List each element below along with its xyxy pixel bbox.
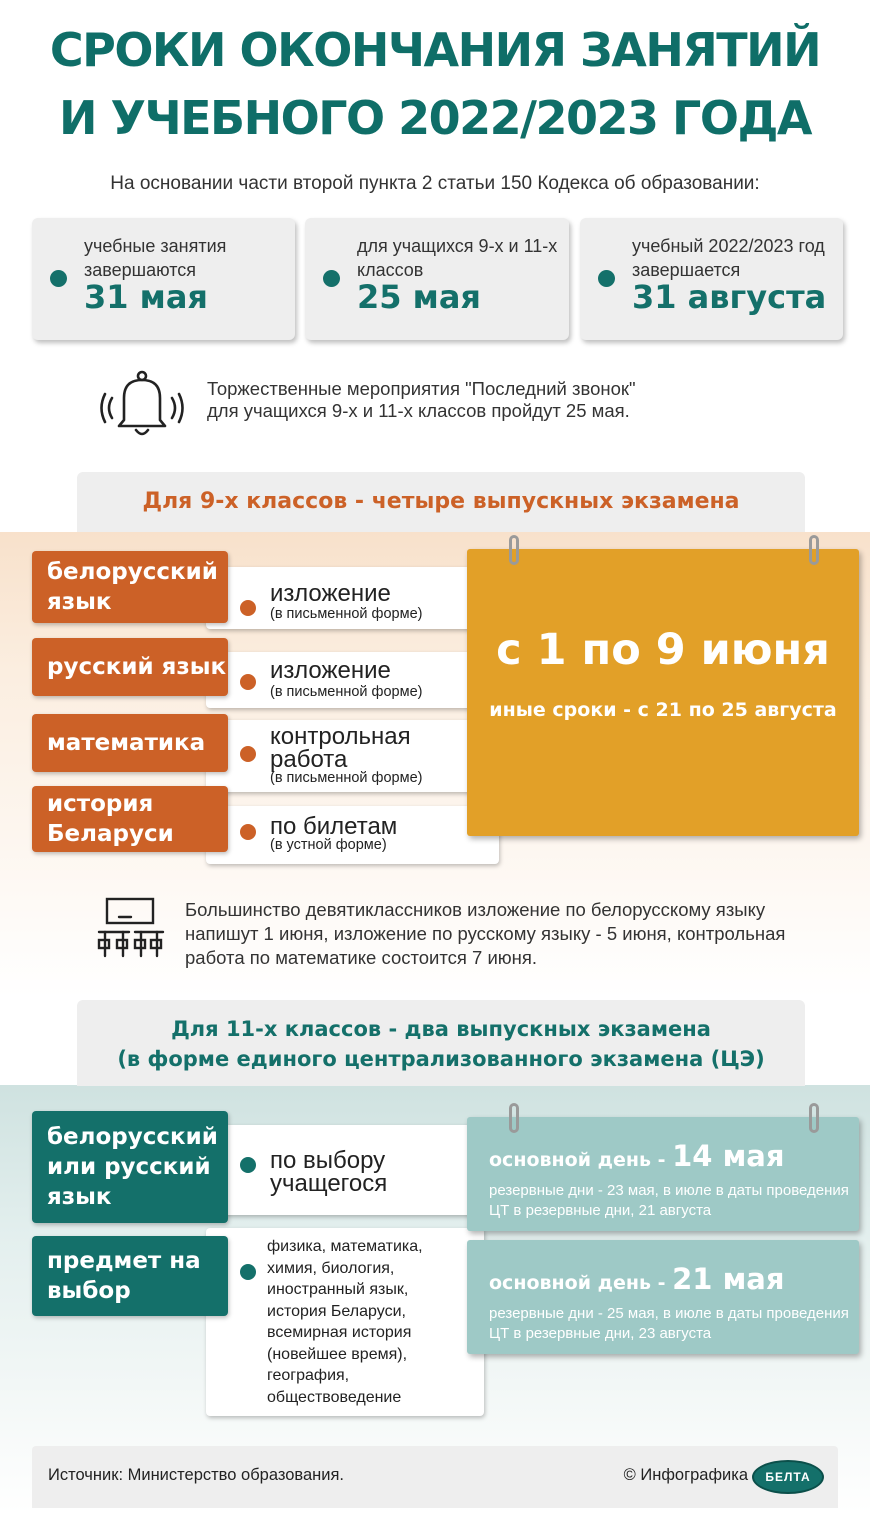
subject-history: история Беларуси — [32, 786, 228, 852]
bell-text-line-2: для учащихся 9-х и 11-х классов пройдут 25 мая. — [207, 400, 630, 421]
exam-note: (в устной форме) — [270, 837, 387, 853]
main-day-2-calendar — [467, 1240, 859, 1354]
card-label: учебный 2022/2023 год завершается — [632, 236, 825, 280]
main-day-date: 14 мая — [672, 1139, 785, 1173]
bell-text — [207, 378, 636, 422]
bell-text-line-1: Торжественные мероприятия "Последний звонок" — [207, 378, 636, 399]
bullet-dot — [240, 824, 256, 840]
grade11-header — [77, 1000, 805, 1086]
main-day-2 — [489, 1262, 784, 1296]
grade9-exam-dates: с 1 по 9 июня — [496, 625, 830, 675]
bullet-dot — [240, 1264, 256, 1280]
card-year-end — [580, 218, 843, 340]
exam-note: (в письменной форме) — [270, 770, 423, 786]
subject-elective: предмет на выбор — [32, 1236, 228, 1316]
main-day-label: основной день - — [489, 1272, 673, 1294]
elective-subjects: физика, математика, химия, биология, иностранный язык, история Беларуси, всемирная история (новейшее время), география, обществоведение — [267, 1238, 423, 1406]
exam-form: по билетам — [270, 813, 398, 840]
main-day-date: 21 мая — [672, 1262, 785, 1296]
exam-form: изложение — [270, 657, 391, 684]
bullet-dot — [240, 600, 256, 616]
exam-form: изложение — [270, 580, 391, 607]
subject-russian: русский язык — [32, 638, 228, 696]
exam-form-box — [206, 567, 499, 629]
source-text: Источник: Министерство образования. — [48, 1466, 344, 1484]
subject-language-choice: белорусский или русский язык — [32, 1111, 228, 1223]
calendar-ring-icon — [809, 535, 819, 565]
main-day-1-calendar — [467, 1117, 859, 1231]
subject-math: математика — [32, 714, 228, 772]
footer — [32, 1446, 838, 1508]
grade9-other-dates: иные сроки - с 21 по 25 августа — [489, 699, 837, 721]
bullet-dot — [240, 746, 256, 762]
exam-form-box — [206, 806, 499, 864]
exam-choice-box — [206, 1125, 484, 1215]
grade9-dates-calendar — [467, 549, 859, 836]
grade9-header: Для 9-х классов - четыре выпускных экзамена — [77, 472, 805, 532]
calendar-ring-icon — [809, 1103, 819, 1133]
intro-text: На основании части второй пункта 2 статьи 150 Кодекса об образовании: — [110, 173, 760, 194]
card-graduates-end — [305, 218, 569, 340]
card-classes-end — [32, 218, 295, 340]
exam-choice-box — [206, 1228, 484, 1416]
classroom-icon — [95, 896, 167, 960]
reserve-days-1: резервные дни - 23 мая, в июле в даты проведения ЦТ в резервные дни, 21 августа — [489, 1182, 849, 1219]
exam-form: контрольная работа — [270, 723, 411, 773]
bullet-dot — [240, 674, 256, 690]
grade11-header-line-2: (в форме единого централизованного экзамена (ЦЭ) — [117, 1047, 765, 1071]
card-label: для учащихся 9-х и 11-х классов — [357, 236, 558, 280]
bullet-dot — [240, 1157, 256, 1173]
reserve-days-2: резервные дни - 25 мая, в июле в даты проведения ЦТ в резервные дни, 23 августа — [489, 1305, 849, 1342]
calendar-ring-icon — [509, 535, 519, 565]
bullet-dot — [598, 270, 615, 287]
exam-form-box — [206, 720, 499, 792]
card-value: 25 мая — [357, 278, 481, 316]
exam-form-box — [206, 652, 499, 708]
card-value: 31 мая — [84, 278, 208, 316]
belta-logo: БЕЛТА — [752, 1460, 824, 1494]
main-day-label: основной день - — [489, 1149, 673, 1171]
subject-belarusian: белорусский язык — [32, 551, 228, 623]
title-line-1: СРОКИ ОКОНЧАНИЯ ЗАНЯТИЙ — [49, 23, 821, 77]
main-day-1 — [489, 1139, 784, 1173]
copyright-text: © Инфографика — [623, 1466, 748, 1484]
grade11-header-line-1: Для 11-х классов - два выпускных экзамена — [171, 1017, 711, 1041]
exam-note: (в письменной форме) — [270, 684, 423, 700]
card-label: учебные занятия завершаются — [84, 236, 227, 280]
card-value: 31 августа — [632, 278, 827, 316]
bell-icon — [100, 368, 184, 440]
bullet-dot — [50, 270, 67, 287]
calendar-ring-icon — [509, 1103, 519, 1133]
title-line-2: И УЧЕБНОГО 2022/2023 ГОДА — [58, 91, 812, 145]
exam-note: (в письменной форме) — [270, 606, 423, 622]
classroom-note: Большинство девятиклассников изложение по белорусскому языку напишут 1 июня, изложение по русскому языку - 5 июня, контрольная работа по математике состоится 7 июня. — [185, 899, 786, 968]
exam-choice: по выбору учащегося — [270, 1147, 388, 1197]
bullet-dot — [323, 270, 340, 287]
